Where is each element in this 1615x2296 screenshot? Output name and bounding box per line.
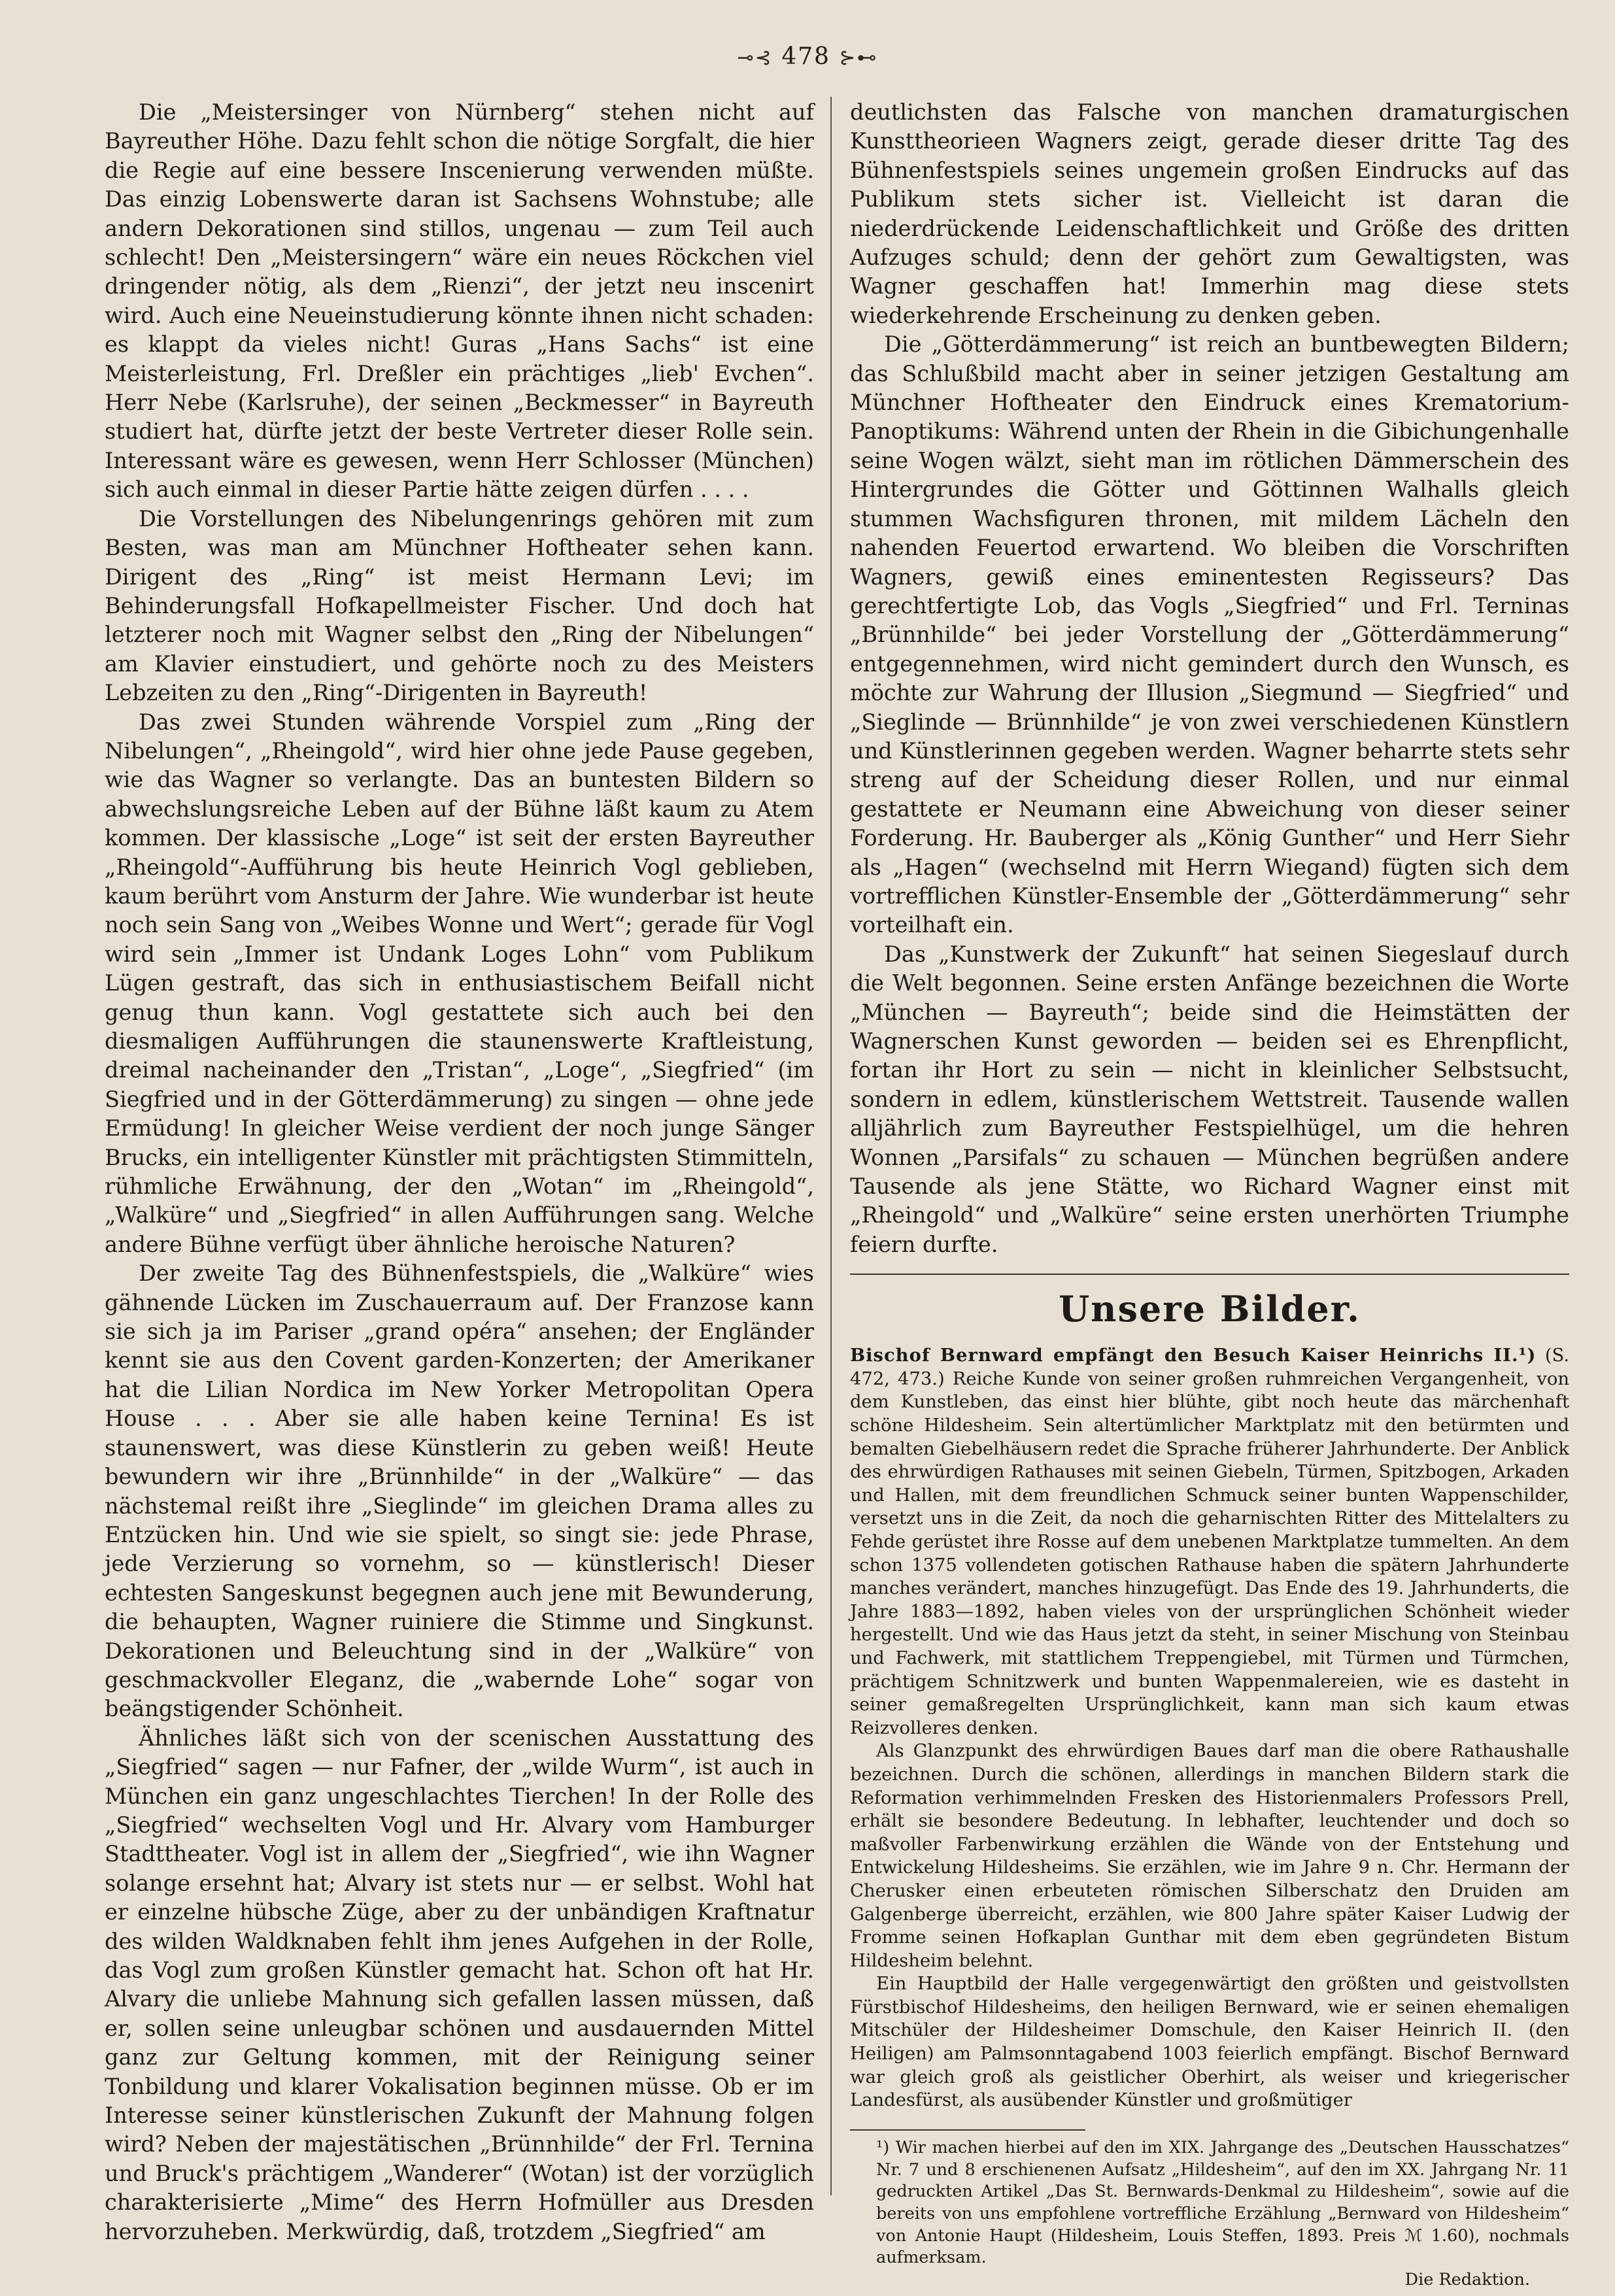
footnote-text: ¹) Wir machen hierbei auf den im XIX. Jahrgange des „Deutschen Hausschatzes“ Nr. 7 und 8 erschienenen Aufsatz „Hildesheim“, auf den im XX. Jahrgang Nr. 11 gedruckten Artikel „Das St. Bernwards-Denkmal zu Hildesheim“, sowie auf die bereits von uns empfohlene vortreffliche Erzählung „Bernward von Hildesheim“ von Antonie Haupt (Hildesheim, Louis Steffen, 1893. Preis ℳ 1.60), nochmals aufmerksam. [876,2137,1569,2268]
footnote-rule [850,2129,1085,2131]
paragraph: Der zweite Tag des Bühnenfestspiels, die „Walküre“ wies gähnende Lücken im Zuschauerraum auf. Der Franzose kann sie sich ja im Pariser „grand opéra“ ansehen; der Engländer kennt sie aus den Covent garden-Konzerten; der Amerikaner hat die Lilian Nordica im New Yorker Metropolitan Opera House . . . Aber sie alle haben keine Ternina! Es ist staunenswert, was diese Künstlerin zu geben weiß! Heute bewundern wir ihre „Brünnhilde“ in der „Walküre“ — das nächstemal reißt ihre „Sieglinde“ im gleichen Drama alles zu Entzücken hin. Und wie sie spielt, so singt sie: jede Phrase, jede Verzierung so vornehm, so — künstlerisch! Dieser echtesten Sangeskunst begegnen auch jene mit Bewunderung, die behaupten, Wagner ruiniere die Stimme und Singkunst. Dekorationen und Beleuchtung sind in der „Walküre“ von geschmackvoller Eleganz, die „wabernde Lohe“ sogar von beängstigender Schönheit. [105,1260,814,1722]
caption-paragraph [850,1344,1569,1740]
footnote [850,2137,1569,2291]
left-column [105,98,814,2246]
page-number-line [0,43,1615,70]
left-ornament-icon: ⊸⊰ [737,46,773,69]
paragraph: Ein Hauptbild der Halle vergegenwärtigt den größten und geistvollsten Fürstbischof Hildesheims, den heiligen Bernward, wie er seinen ehemaligen Mitschüler der Hildesheimer Domschule, den Kaiser Heinrich II. (den Heiligen) am Palmsonntagabend 1003 feierlich empfängt. Bischof Bernward war gleich groß als geistlicher Oberhirt, als weiser und kriegerischer Landesfürst, als ausübender Künstler und großmütiger [850,1974,1569,2111]
paragraph: Als Glanzpunkt des ehrwürdigen Baues darf man die obere Rathaushalle bezeichnen. Durch die schönen, allerdings in manchen Bildern stark die Reformation verhimmelnden Fresken des Historienmalers Professors Prell, erhält sie besondere Bedeutung. In lebhafter, leuchtender und doch so maßvoller Farbenwirkung erzählen die Wände von der Entstehung und Entwickelung Hildesheims. Sie erzählen, wie im Jahre 9 n. Chr. Hermann der Cherusker einen erbeuteten römischen Silberschatz den Druiden am Galgenberge überreicht, erzählen, wie 800 Jahre später Kaiser Ludwig der Fromme seinen Hofkaplan Gunthar mit dem eben gegründeten Bistum Hildesheim belehnt. [850,1741,1569,1971]
section-title: Unsere Bilder. [1059,1288,1361,1330]
caption-title: Bischof Bernward empfängt den Besuch Kaiser Heinrichs II.¹) [850,1345,1537,1366]
paragraph: Das „Kunstwerk der Zukunft“ hat seinen Siegeslauf durch die Welt begonnen. Seine ersten Anfänge bezeichnen die Worte „München — Bayreuth“; beide sind die Heimstätten der Wagnerschen Kunst geworden — beiden sei es Ehrenpflicht, fortan ihr Hort zu sein — nicht in kleinlicher Selbstsucht, sondern in edlem, künstlerischem Wettstreit. Tausende wallen alljährlich zum Bayreuther Festspielhügel, um die hehren Wonnen „Parsifals“ zu schauen — München begrüßen andere Tausende als jene Stätte, wo Richard Wagner einst mit „Rheingold“ und „Walküre“ seine ersten unerhörten Triumphe feiern durfte. [850,941,1569,1257]
column-divider [830,97,832,2195]
paragraph: Die „Götterdämmerung“ ist reich an buntbewegten Bildern; das Schlußbild macht aber in seiner jetzigen Gestaltung am Münchner Hoftheater den Eindruck eines Krematorium-Panoptikums: Während unten der Rhein in die Gibichungenhalle seine Wogen wälzt, sieht man im rötlichen Dämmerschein des Hintergrundes die Götter und Göttinnen Walhalls gleich stummen Wachsfiguren thronen, mit mildem Lächeln den nahenden Feuertod erwartend. Wo bleiben die Vorschriften Wagners, gewiß eines eminentesten Regisseurs? Das gerechtfertigte Lob, das Vogls „Siegfried“ und Frl. Terninas „Brünnhilde“ bei jeder Vorstellung der „Götterdämmerung“ entgegennehmen, wird nicht gemindert durch den Wunsch, es möchte zur Wahrung der Illusion „Siegmund — Siegfried“ und „Sieglinde — Brünnhilde“ je von zwei verschiedenen Künstlern und Künstlerinnen gegeben werden. Wagner beharrte stets sehr streng auf der Scheidung dieser Rollen, und nur einmal gestattete er Neumann eine Abweichung von dieser seiner Forderung. Hr. Bauberger als „König Gunther“ und Herr Siehr als „Hagen“ (wechselnd mit Herrn Wiegand) fügten sich dem vortrefflichen Künstler-Ensemble der „Götterdämmerung“ sehr vorteilhaft ein. [850,331,1569,938]
paragraph: Das zwei Stunden währende Vorspiel zum „Ring der Nibelungen“, „Rheingold“, wird hier ohne jede Pause gegeben, wie das Wagner so verlangte. Das an buntesten Bildern so abwechslungsreiche Leben auf der Bühne läßt kaum zu Atem kommen. Der klassische „Loge“ ist seit der ersten Bayreuther „Rheingold“-Aufführung bis heute Heinrich Vogl geblieben, kaum berührt vom Ansturm der Jahre. Wie wunderbar ist heute noch sein Sang von „Weibes Wonne und Wert“; gerade für Vogl wird sein „Immer ist Undank Loges Lohn“ vom Publikum Lügen gestraft, das sich in enthusiastischem Beifall nicht genug thun kann. Vogl gestattete sich auch bei den diesmaligen Aufführungen die staunenswerte Kraftleistung, dreimal nacheinander den „Tristan“, „Loge“, „Siegfried“ (im Siegfried und in der Götterdämmerung) zu singen — ohne jede Ermüdung! In gleicher Weise verdient der noch junge Sänger Brucks, ein intelligenter Künstler mit prächtigsten Stimmitteln, rühmliche Erwähnung, der den „Wotan“ im „Rheingold“, „Walküre“ und „Siegfried“ in allen Aufführungen sang. Welche andere Bühne verfügt über ähnliche heroische Naturen? [105,709,814,1257]
paragraph: Die Vorstellungen des Nibelungenrings gehören mit zum Besten, was man am Münchner Hoftheater sehen kann. Dirigent des „Ring“ ist meist Hermann Levi; im Behinderungsfall Hofkapellmeister Fischer. Und doch hat letzterer noch mit Wagner selbst den „Ring der Nibelungen“ am Klavier einstudiert, und gehörte noch zu des Meisters Lebzeiten zu den „Ring“-Dirigenten in Bayreuth! [105,505,814,706]
section-divider [850,1274,1569,1275]
footnote-signature: Die Redaktion. [1404,2270,1530,2290]
caption-text: (S. 472, 473.) Reiche Kunde von seiner großen ruhmreichen Vergangenheit, von dem Kunstleben, das einst hier blühte, gibt noch heute das märchenhaft schöne Hildesheim. Sein altertümlicher Marktplatz mit den betürmten und bemalten Giebelhäusern redet die Sprache früherer Jahrhunderte. Der Anblick des ehrwürdigen Rathauses mit seinen Giebeln, Türmen, Spitzbogen, Arkaden und Hallen, mit dem freundlichen Schmuck seiner bunten Wappenschilder, versetzt uns in die Zeit, da noch die geharnischten Ritter des Mittelalters zu Fehde gerüstet ihre Rosse auf dem unebenen Marktplatze tummelten. An dem schon 1375 vollendeten gotischen Rathause haben die spätern Jahrhunderte manches verändert, manches hinzugefügt. Das Ende des 19. Jahrhunderts, die Jahre 1883—1892, haben vieles von der ursprünglichen Schönheit wieder hergestellt. Und wie das Haus jetzt da steht, in seiner Mischung von Steinbau und Fachwerk, mit stattlichem Treppengiebel, mit Türmen und Türmchen, prächtigem Schnitzwerk und bunten Wappenmalereien, wie es dasteht in seiner gemaßregelten Ursprünglichkeit, kann man sich kaum etwas Reizvolleres denken. [850,1345,1569,1738]
right-column [850,98,1569,2291]
paragraph: deutlichsten das Falsche von manchen dramaturgischen Kunsttheorieen Wagners zeigt, gerade dieser dritte Tag des Bühnenfestspiels seines ungemein großen Eindrucks auf das Publikum stets sicher ist. Vielleicht ist daran die niederdrückende Leidenschaftlichkeit und Größe des dritten Aufzuges schuld; denn der gehört zum Gewaltigsten, was Wagner geschaffen hat! Immerhin mag diese stets wiederkehrende Erscheinung zu denken geben. [850,99,1569,328]
pictures-section [850,1344,1569,2112]
paragraph: Ähnliches läßt sich von der scenischen Ausstattung des „Siegfried“ sagen — nur Fafner, der „wilde Wurm“, ist auch in München ein ganz ungeschlachtes Tierchen! In der Rolle des „Siegfried“ wechselten Vogl und Hr. Alvary vom Hamburger Stadttheater. Vogl ist in allem der „Siegfried“, wie ihn Wagner solange ersehnt hat; Alvary ist stets nur — er selbst. Wohl hat er einzelne hübsche Züge, aber zu der unbändigen Kraftnatur des wilden Waldknaben fehlt ihm jenes Aufgehen in der Rolle, das Vogl zum großen Künstler gemacht hat. Schon oft hat Hr. Alvary die unliebe Mahnung sich gefallen lassen müssen, daß er, sollen seine unleugbar schönen und ausdauernden Mittel ganz zur Geltung kommen, mit der Reinigung seiner Tonbildung und klarer Vokalisation beginnen müsse. Ob er im Interesse seiner künstlerischen Zukunft der Mahnung folgen wird? Neben der majestätischen „Brünnhilde“ der Frl. Ternina und Bruck's prächtigem „Wanderer“ (Wotan) ist der vorzüglich charakterisierte „Mime“ des Herrn Hofmüller aus Dresden hervorzuheben. Merkwürdig, daß, trotzdem „Siegfried“ am [105,1725,814,2244]
right-ornament-icon: ⊱⊷ [839,46,878,69]
paragraph: Die „Meistersinger von Nürnberg“ stehen nicht auf Bayreuther Höhe. Dazu fehlt schon die nötige Sorgfalt, die hier die Regie auf eine bessere Inscenierung verwenden müßte. Das einzig Lobenswerte daran ist Sachsens Wohnstube; alle andern Dekorationen sind stillos, ungenau — zum Teil auch schlecht! Den „Meistersingern“ wäre ein neues Röckchen viel dringender nötig, als dem „Rienzi“, der jetzt neu inscenirt wird. Auch eine Neueinstudierung könnte ihnen nicht schaden: es klappt da vieles nicht! Guras „Hans Sachs“ ist eine Meisterleistung, Frl. Dreßler ein prächtiges „lieb' Evchen“. Herr Nebe (Karlsruhe), der seinen „Beckmesser“ in Bayreuth studiert hat, dürfte jetzt der beste Vertreter dieser Rolle sein. Interessant wäre es gewesen, wenn Herr Schlosser (München) sich auch einmal in dieser Partie hätte zeigen dürfen . . . . [105,99,814,503]
page-number: 478 [781,43,830,70]
